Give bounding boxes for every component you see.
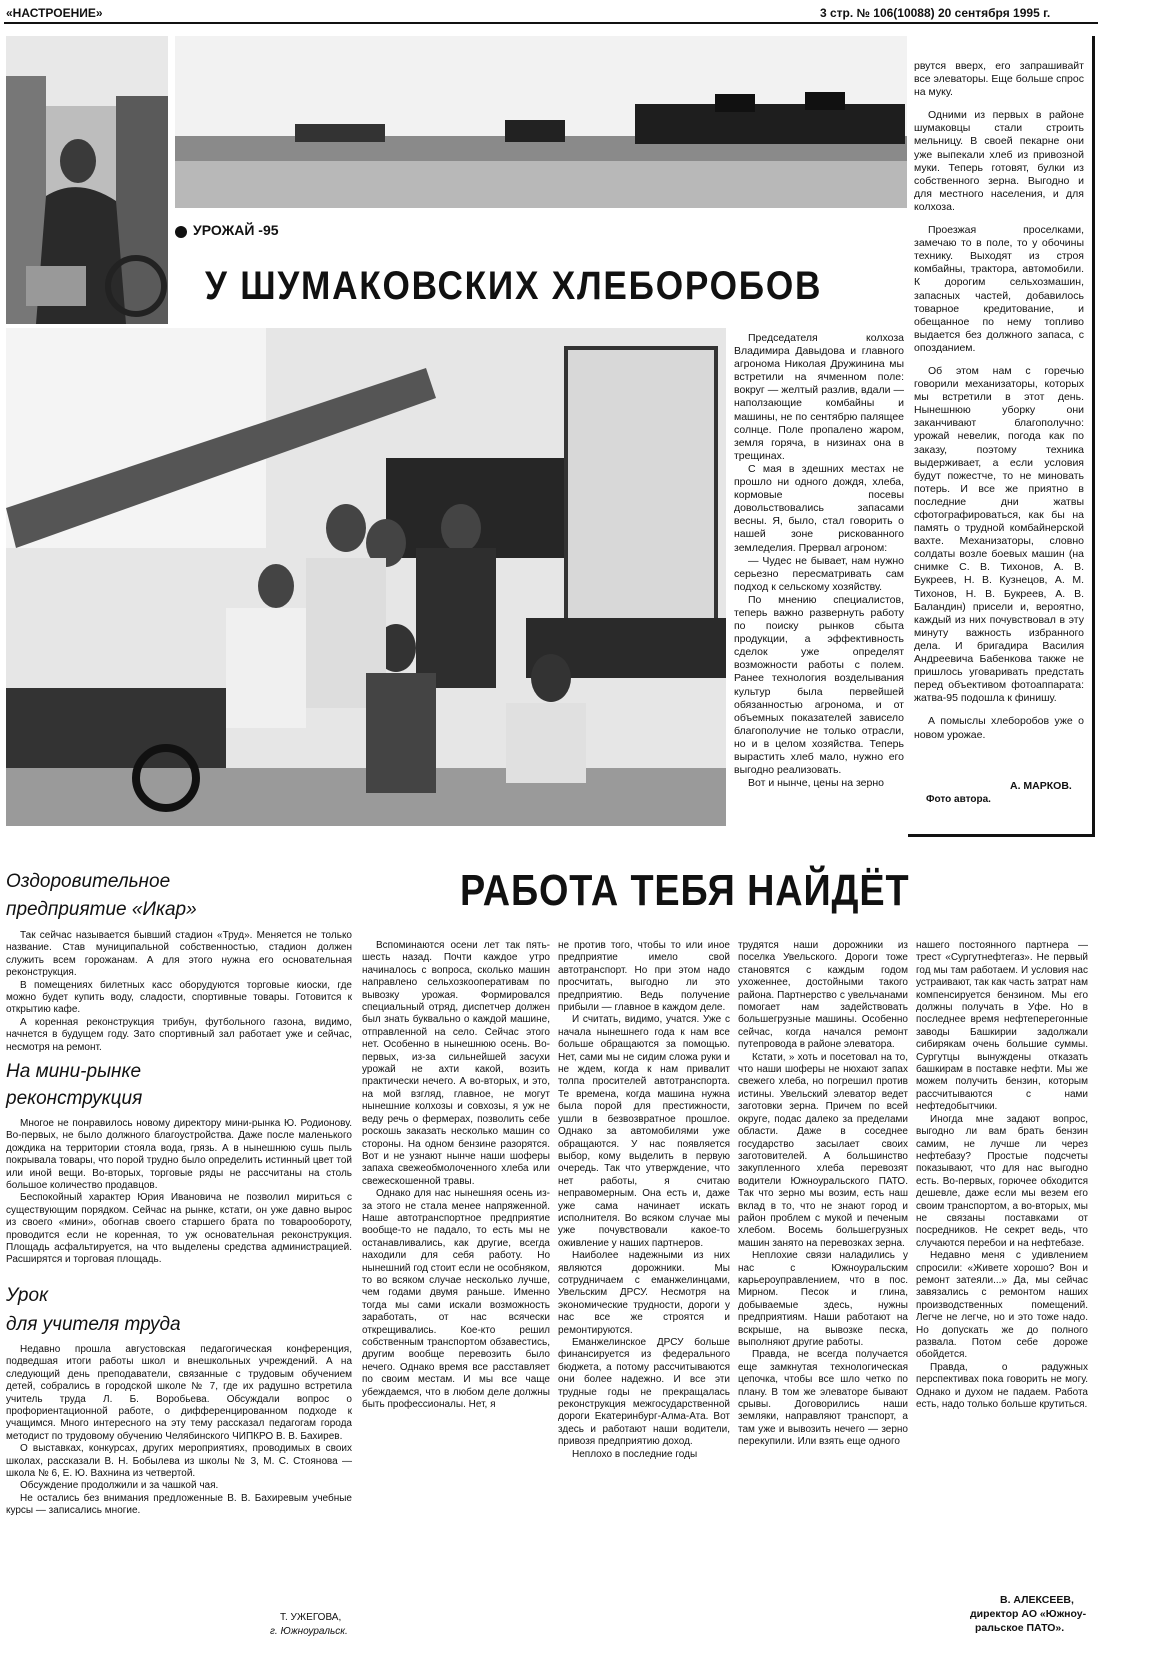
article3-author: В. АЛЕКСЕЕВ, (1000, 1594, 1074, 1606)
paragraph: Об этом нам с горечью говорили механизаторы, которых мы встретили в этот день. Нынешнюю уборку они заканчивают благополучно: урожай невелик, погода как по заказу, поэтому техника выдерживает, а если условия будут пожестче, то не миновать потерь. И все же приятно в последние дни жатвы сфотографироваться, как бы на память о трудной комбайнерской вахте. Механизаторы, словно солдаты возле боевых машин (на снимке С. В. Тихонов, А. В. Букреев, Н. В. Кузнецов, А. М. Тихонов, Н. В. Букреев, А. В. Баландин) присели и, вероятно, каждый из них почувствовал в эту минуту важность избранного дела. И бригадира Василия Андреевича Бабенкова также не пришлось уговаривать предстать перед объективом фотоаппарата: жатва-95 подошла к финишу. (914, 364, 1084, 705)
paragraph: Вспоминаются осени лет так пять-шесть назад. Почти каждое утро начиналось с вопроса, сколько машин направлено сельхозкооперативам по вывозку урожая. Формировался специальный отряд, диспетчер должен был знать буквально о каждой машине, отправленной на село. Сейчас этого нет. Особенно в нынешнюю осень. Во-первых, из-за сильнейшей засухи урожай не ахти какой, возить практически нечего. А во-вторых, и это, на мой взгляд, главное, не могут нынешние колхозы и совхозы, я уж не веду речь о фермерах, позволить себе роскошь заказать несколько машин со стороны. На одном бензине разорятся. Вот и не узнают нынче наши шоферы запаха свежеобмолоченного хлеба или свежескошенной травы. (362, 940, 550, 1187)
article3-column-3 (738, 940, 908, 1449)
paragraph: Так сейчас называется бывший стадион «Труд». Меняется не только название. Став муниципальной собственностью, стадион должен служить всем горожанам. А для этого нужна его основательная реконструкция. (6, 930, 352, 979)
note1-text (6, 930, 352, 1054)
paragraph: — Чудес не бывает, нам нужно серьезно пересматривать сам подход к сельскому хозяйству. (734, 554, 904, 593)
paragraph: Вот и нынче, цены на зерно (748, 777, 884, 790)
article1-title: У ШУМАКОВСКИХ ХЛЕБОРОБОВ (205, 264, 823, 308)
article3-author-position-1: директор АО «Южноу- (970, 1608, 1087, 1620)
note1-heading-line2: предприятие «Икар» (6, 899, 197, 920)
paragraph: Правда, о радужных перспективах пока говорить не могу. Однако и духом не падаем. Работа есть, надо только больше крутиться. (916, 1361, 1088, 1411)
note3-heading-line2: для учителя труда (6, 1314, 181, 1335)
paragraph: не против того, чтобы то или иное предприятие имело свой автотранспорт. Но при этом надо просчитать, выгодно ли это предприятию. Ведь получение прибыли — главное в каждом деле. (558, 940, 730, 1014)
rubric-label: УРОЖАЙ -95 (193, 222, 279, 238)
rubric-bullet-icon (175, 226, 187, 238)
paragraph: Не остались без внимания предложенные В. В. Бахиревым учебные курсы — записались многие. (6, 1492, 352, 1517)
paragraph: Недавно прошла августовская педагогическая конференция, подведшая итоги работы школ и внешкольных учреждений. А на следующий день преподаватели, связанные с трудовым обучением детей, собрались в городской школе № 7, где их радушно встретила учитель труда Л. Б. Воробьева. Обсуждали вопрос о профориентационной работе, о дифференцированном подходе к учащимся. Много интересного на эту тему рассказал педагогам города методист по трудовому обучению Челябинского ЧИПКРО В. В. Бахирев. (6, 1344, 352, 1442)
article3-author-position-2: ральское ПАТО». (975, 1622, 1065, 1634)
article3-column-2 (558, 940, 730, 1461)
photo-mechanizers-group (6, 328, 726, 826)
note3-author: Т. УЖЕГОВА, (280, 1612, 342, 1623)
note3-text (6, 1344, 352, 1518)
note3-heading-line1: Урок (6, 1285, 49, 1306)
article1-author: А. МАРКОВ. (1010, 780, 1072, 792)
note2-heading-line2: реконструкция (6, 1088, 143, 1109)
paragraph: Беспокойный характер Юрия Ивановича не позволил мириться с существующим порядком. Сейчас на рынке, кстати, он уже давно вырос из своего «мини», обогнав своего старшего брата по товарообороту, проводится если не коренная, то уж основательная реконструкция. Площадь асфальтируется, на что выделены средства администрацией. Расширятся и торговая площадь. (6, 1192, 352, 1266)
paragraph: С мая в здешних местах не прошло ни одного дождя, хлеба, кормовые посевы довольствовались запасами весны. Я, было, стал говорить о нашей зоне рискованного земледелия. Прервал агроном: (734, 462, 904, 554)
paragraph: Председателя колхоза Владимира Давыдова и главного агронома Николая Дружинина мы встретили на ячменном поле: вокруг — желтый разлив, вдали — наползающие комбайны и машины, не по сентябрю палящее солнце. Поле пропалено жаром, земля горяча, в низинах она в трещинах. (734, 332, 904, 462)
paragraph: Проезжая проселками, замечаю то в поле, то у обочины технику. Выходят из строя комбайны, трактора, автомобили. К дорогим сельхозмашин, запасных частей, добавилось товарное кредитование, и обещанное по нему топливо выдается без должного запаса, с опозданием. (914, 224, 1084, 354)
photo-combine-operator (6, 36, 168, 324)
paragraph: По мнению специалистов, теперь важно развернуть работу по поиску рынков сбыта продукции, а эффективность сделок уже определят возможности работы с полем. Ранее технология возделывания культур была первейшей обязанностью агронома, и от объемных показателей зависело благополучие не только отрасли, но и в целом хозяйства. Теперь вырастить хлеб мало, нужно его выгодно реализовать. (734, 593, 904, 777)
note3-city: г. Южноуральск. (270, 1626, 348, 1637)
section-title: «НАСТРОЕНИЕ» (6, 6, 103, 20)
header-rule (4, 22, 1098, 24)
paragraph: Однако для нас нынешняя осень из-за этого не стала менее напряженной. Наше автотранспортное предприятие вообще-то не падало, то есть мы не останавливались, как другие, всегда находили для себя работу. Но нынешний год стоит если не особняком, то во всяком случае несколько лучше, чем годами двумя раньше. Именно тогда мы сами искали возможность заработать, от нас всячески открещивались. Кое-кто решил собственным транспортом обзавестись, другим вообще перевозить было нечего. Однако время все расставляет по своим местам. И мы все чаще убеждаемся, что в любом деле должны быть профессионалы. Нет, я (362, 1188, 550, 1411)
paragraph: Неплохо в последние годы (572, 1448, 698, 1460)
paragraph: Многое не понравилось новому директору мини-рынка Ю. Родионову. Во-первых, не было должного благоустройства. Даже после маленького дождика на территории стояла вода, грязь. А в нынешнюю сушь пыль покрывала товары, что порой трудно было определить истинный цвет той или иной вещи. Во-вторых, торговые ряды не рассчитаны на столь большое количество продавцов. (6, 1118, 352, 1192)
paragraph: трудятся наши дорожники из поселка Увельского. Дороги тоже становятся с каждым годом ухоженнее, достойными такого района. Партнерство с увельчанами помогает нам задействовать большегрузные машины. Особенно сейчас, когда начался ремонт путепровода в районе элеватора. (738, 940, 908, 1051)
article1-photo-credit: Фото автора. (926, 794, 991, 805)
paragraph: Наиболее надежными из них являются дорожники. Мы сотрудничаем с еманжелинцами, Увельским ДРСУ. Несмотря на экономические трудности, дороги у нас все же строятся и ремонтируются. (558, 1250, 730, 1336)
paragraph: Недавно меня с удивлением спросили: «Живете хорошо? Вон и ремонт затеяли...» Да, мы сейчас завязались с ремонтом наших производственных помещений. Легче не легче, но и это тоже надо. Но допускать же до полного развала. Потом себе дороже обойдется. (916, 1250, 1088, 1361)
paragraph: А коренная реконструкция трибун, футбольного газона, видимо, начнется в будущем году. Зато спортивный зал работает уже и сейчас, несмотря на ремонт. (6, 1016, 352, 1053)
note1-heading-line1: Оздоровительное (6, 871, 171, 892)
paragraph: И считать, видимо, учатся. Уже с начала нынешнего года к нам все больше обращаются за помощью. Нет, сами мы не сидим сложа руки и не ждем, когда к нам привалит толпа просителей автотранспорта. Те времена, когда машина нужна была порой для престижности, ушли в безвозвратное прошлое. Однако за автомобилями уже обращаются. У нас появляется выбор, кому выделить в первую очередь. Так что утверждение, что нет работы, я считаю неправомерным. Она есть и, даже уже сама начинает искать исполнителя. Во всяком случае мы уже почувствовали какое-то оживление у наших партнеров. (558, 1014, 730, 1249)
paragraph: Еманжелинское ДРСУ больше финансируется из федерального бюджета, а потому рассчитываются они более надежно. И все эти трудные годы не прекращалась реконструкция межгосударственной дороги Екатеринбург-Алма-Ата. Вот здесь и работают наши водители, привозя предприятию доход. (558, 1337, 730, 1448)
paragraph: О выставках, конкурсах, других мероприятиях, проводимых в своих школах, рассказали В. Н. Бобылева из школы № 3, М. С. Стоянова — школа № 6, Е. Ю. Вахнина из четвертой. (6, 1443, 352, 1480)
note2-heading-line1: На мини-рынке (6, 1061, 142, 1082)
paragraph: В помещениях билетных касс оборудуются торговые киоски, где можно будет купить воду, сладости, спортивные товары. Готовится к открытию кафе. (6, 979, 352, 1016)
paragraph: Правда, не всегда получается еще замкнутая технологическая цепочка, чтобы все шло четко по плану. В том же элеваторе бывают срывы. Договорились наши земляки, направляют транспорт, а там уже и вывозить нечего — зерно перекупили. Или взять еще одного (738, 1349, 908, 1448)
article1-column-right (914, 60, 1084, 742)
paragraph: Одними из первых в районе шумаковцы стали строить мельницу. В своей пекарне они уже выпекали хлеб из привозной муки. Теперь готовят, булки из собственного зерна. Выгодно и для местного населения, и для колхоза. (914, 109, 1084, 213)
article3-title: РАБОТА ТЕБЯ НАЙДЁТ (460, 866, 910, 915)
paragraph: Неплохие связи наладились у нас с Южноуральским карьероуправлением, что в пос. Мирном. Песок и глина, добываемые здесь, нужны предприятиям. Наши работают на вскрыше, на вывозке песка, выполняют другие работы. (738, 1250, 908, 1348)
paragraph: Иногда мне задают вопрос, выгодно ли вам брать бензин самим, не лучше ли через нефтебазу? Простые подсчеты показывают, что для нас выгодно есть. Во-первых, горючее обходится дешевле, даже если мы везем его своим транспортом, а во-вторых, мы не связаны поставками от посредников. Не секрет ведь, что случаются перебои и на нефтебазе. (916, 1113, 1088, 1249)
note2-text (6, 1118, 352, 1267)
article3-column-1 (362, 940, 550, 1411)
issue-line: 3 стр. № 106(10088) 20 сентября 1995 г. (820, 6, 1051, 20)
paragraph: Кстати, » хоть и посетовал на то, что наши шоферы не нюхают запах свежего хлеба, но погрешил против истины. Увельский элеватор ведет заготовки зерна. Причем по всей округе, подас далеко за пределами области. Даже в соседнее государство засылает своих заготовителей. А большинство закупленного хлеба перевозят водители Южноуральского ПАТО. Так что зерно мы возим, есть наш вклад в то, что не знают город и район проблем с мукой и печеным хлебом. Восемь большегрузных машин занято на перевозках зерна. (738, 1051, 908, 1249)
photo-field-combines (175, 36, 907, 208)
paragraph: Обсуждение продолжили и за чашкой чая. (20, 1480, 219, 1492)
article1-column-left (734, 332, 904, 790)
article3-column-4 (916, 940, 1088, 1411)
paragraph: рвутся вверх, его запрашивайт все элеваторы. Еще больше спрос на муку. (914, 60, 1084, 99)
paragraph: А помыслы хлеборобов уже о новом урожае. (914, 715, 1084, 741)
paragraph: нашего постоянного партнера — трест «Сургутнефтегаз». Не первый год мы там работаем. И условия нас устраивают, так как часть затрат нам компенсируется бензином. Мы его должны получать в Уфе. Но в последнее время нефтеперегонные заводы Башкирии задолжали сибирякам очень большие суммы. Сургутцы вынуждены отказать башкирам в поставке нефти. Мы же можем получить бензин, которым рассчитываются с нами нефтедобытчики. (916, 940, 1088, 1113)
